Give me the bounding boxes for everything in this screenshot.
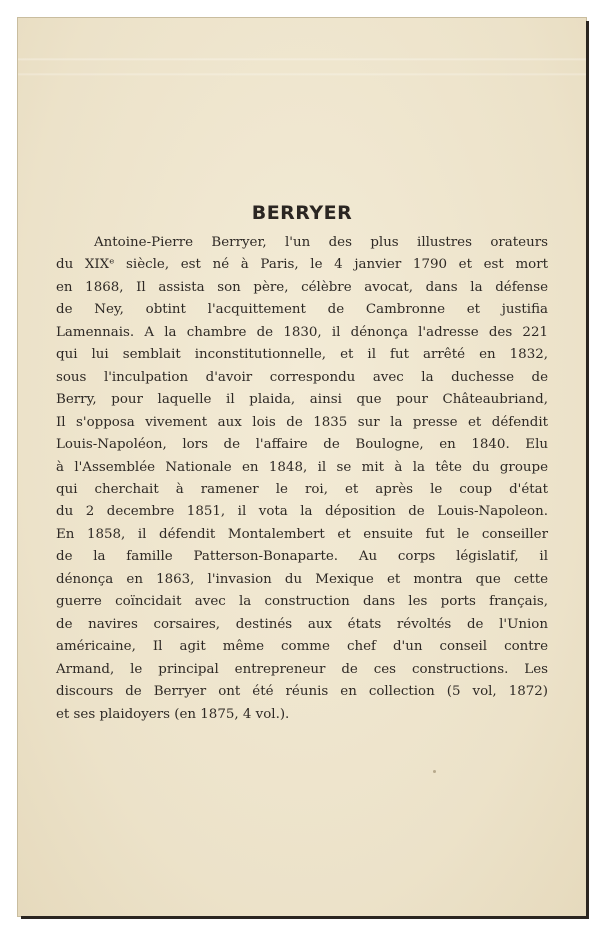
text-line: Louis-Napoléon, lors de l'affaire de Boulogne, en 1840. Elu <box>56 437 548 453</box>
text-line: du 2 decembre 1851, il vota la déposition de Louis-Napoleon. <box>56 504 548 520</box>
document-card <box>18 18 586 916</box>
text-line: dénonça en 1863, l'invasion du Mexique et montra que cette <box>56 571 548 587</box>
text-line: Berry, pour laquelle il plaida, ainsi que pour Châteaubriand, <box>56 392 548 408</box>
text-line: et ses plaidoyers (en 1875, 4 vol.). <box>56 706 290 722</box>
text-line: de navires corsaires, destinés aux états révoltés de l'Union <box>56 616 548 632</box>
text-line: discours de Berryer ont été réunis en collection (5 vol, 1872) <box>56 684 548 700</box>
document-body <box>56 232 548 726</box>
text-line: Armand, le principal entrepreneur de ces constructions. Les <box>56 661 548 677</box>
text-line: de Ney, obtint l'acquittement de Cambronne et justifia <box>56 302 548 318</box>
text-line: Il s'opposa vivement aux lois de 1835 sur la presse et défendit <box>56 414 548 430</box>
text-line: à l'Assemblée Nationale en 1848, il se mit à la tête du groupe <box>56 459 548 475</box>
text-line: du XIXᵉ siècle, est né à Paris, le 4 janvier 1790 et est mort <box>56 257 548 273</box>
text-line: qui cherchait à ramener le roi, et après le coup d'état <box>56 481 548 497</box>
text-line: Lamennais. A la chambre de 1830, il dénonça l'adresse des 221 <box>56 324 548 340</box>
document-title: BERRYER <box>251 202 353 224</box>
text-line: en 1868, Il assista son père, célèbre avocat, dans la défense <box>56 279 548 295</box>
paper-spot <box>433 770 436 773</box>
text-line: guerre coïncidait avec la construction dans les ports français, <box>56 594 548 610</box>
text-line: de la famille Patterson-Bonaparte. Au corps législatif, il <box>56 549 548 565</box>
text-line: Antoine-Pierre Berryer, l'un des plus illustres orateurs <box>94 235 548 250</box>
text-line: En 1858, il défendit Montalembert et ensuite fut le conseiller <box>56 526 548 542</box>
text-line: américaine, Il agit même comme chef d'un conseil contre <box>56 639 548 655</box>
text-line: sous l'inculpation d'avoir correspondu avec la duchesse de <box>56 369 548 385</box>
text-line: qui lui semblait inconstitutionnelle, et il fut arrêté en 1832, <box>56 347 548 363</box>
